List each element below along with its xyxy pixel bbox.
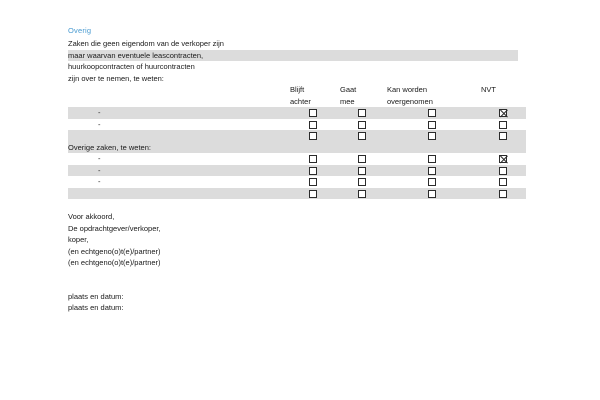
intro-line: zijn over te nemen, te weten: xyxy=(68,73,164,83)
table-row xyxy=(68,188,526,200)
signature-block xyxy=(68,211,518,314)
nvt-cell xyxy=(479,119,526,131)
nvt-cell xyxy=(479,153,526,165)
intro-line: maar waarvan eventuele leascontracten, xyxy=(68,50,518,62)
column-header-nvt: NVT xyxy=(481,85,496,95)
seller-partner-label: (en echtgeno(o)t(e)/partner) xyxy=(68,246,161,256)
kan-worden-overgenomen-cell xyxy=(385,130,479,142)
column-subheader-blijft: achter xyxy=(290,96,311,106)
gaat-mee-cell xyxy=(338,153,385,165)
checkbox-kan-worden-overgenomen[interactable] xyxy=(428,167,436,175)
blijft-achter-cell xyxy=(288,165,338,177)
nvt-cell xyxy=(479,165,526,177)
seller-place-date-label: plaats en datum: xyxy=(68,291,124,301)
table-row xyxy=(68,165,526,177)
checkbox-nvt[interactable] xyxy=(499,190,507,198)
signature-spacer xyxy=(68,269,518,291)
blijft-achter-cell xyxy=(288,130,338,142)
table-row xyxy=(68,119,526,131)
checkbox-blijft-achter[interactable] xyxy=(309,132,317,140)
checkbox-nvt[interactable] xyxy=(499,178,507,186)
blijft-achter-cell xyxy=(288,188,338,200)
gaat-mee-cell xyxy=(338,188,385,200)
kan-worden-overgenomen-cell xyxy=(385,188,479,200)
kan-worden-overgenomen-cell xyxy=(385,107,479,119)
gaat-mee-cell xyxy=(338,130,385,142)
checkbox-gaat-mee[interactable] xyxy=(358,190,366,198)
blijft-achter-cell xyxy=(288,176,338,188)
blijft-achter-cell xyxy=(288,153,338,165)
row-label xyxy=(68,130,288,142)
row-dash: - xyxy=(98,119,101,129)
intro-line: huurkoopcontracten of huurcontracten xyxy=(68,62,195,71)
column-subheader-kan: overgenomen xyxy=(387,96,433,106)
column-header-gaat: Gaat xyxy=(340,85,357,95)
checkbox-gaat-mee[interactable] xyxy=(358,167,366,175)
document-body xyxy=(68,26,518,314)
buyer-place-date-label: plaats en datum: xyxy=(68,303,124,312)
nvt-cell xyxy=(479,188,526,200)
checkbox-blijft-achter[interactable] xyxy=(309,109,317,117)
section-title: Overig xyxy=(68,26,92,35)
checkbox-blijft-achter[interactable] xyxy=(309,121,317,129)
table-row xyxy=(68,130,526,142)
buyer-signature-label: koper, xyxy=(68,235,89,244)
row-dash: - xyxy=(98,177,101,187)
checkbox-blijft-achter[interactable] xyxy=(309,155,317,163)
checkbox-gaat-mee[interactable] xyxy=(358,178,366,186)
checkbox-kan-worden-overgenomen[interactable] xyxy=(428,155,436,163)
overig-table xyxy=(68,84,526,199)
table-header-row-bottom xyxy=(68,96,526,108)
gaat-mee-cell xyxy=(338,119,385,131)
kan-worden-overgenomen-cell xyxy=(385,119,479,131)
column-subheader-nvt xyxy=(479,96,526,108)
subsection-header-row xyxy=(68,142,526,154)
blijft-achter-cell xyxy=(288,119,338,131)
checkbox-kan-worden-overgenomen[interactable] xyxy=(428,132,436,140)
row-label xyxy=(68,153,288,165)
checkbox-nvt[interactable] xyxy=(499,132,507,140)
gaat-mee-cell xyxy=(338,107,385,119)
checkbox-gaat-mee[interactable] xyxy=(358,155,366,163)
table-row xyxy=(68,153,526,165)
checkbox-kan-worden-overgenomen[interactable] xyxy=(428,121,436,129)
checkbox-nvt[interactable] xyxy=(499,155,507,163)
seller-signature-label: De opdrachtgever/verkoper, xyxy=(68,223,161,233)
checkbox-kan-worden-overgenomen[interactable] xyxy=(428,178,436,186)
checkbox-nvt[interactable] xyxy=(499,121,507,129)
kan-worden-overgenomen-cell xyxy=(385,176,479,188)
nvt-cell xyxy=(479,176,526,188)
checkbox-nvt[interactable] xyxy=(499,109,507,117)
buyer-partner-label: (en echtgeno(o)t(e)/partner) xyxy=(68,258,161,267)
blijft-achter-cell xyxy=(288,107,338,119)
checkbox-blijft-achter[interactable] xyxy=(309,178,317,186)
row-label xyxy=(68,107,288,119)
column-subheader-gaat: mee xyxy=(340,96,355,106)
nvt-cell xyxy=(479,107,526,119)
gaat-mee-cell xyxy=(338,176,385,188)
checkbox-kan-worden-overgenomen[interactable] xyxy=(428,190,436,198)
intro-line: Zaken die geen eigendom van de verkoper zijn xyxy=(68,39,224,48)
row-label xyxy=(68,165,288,177)
column-subheader-label xyxy=(68,96,288,108)
kan-worden-overgenomen-cell xyxy=(385,165,479,177)
checkbox-gaat-mee[interactable] xyxy=(358,121,366,129)
kan-worden-overgenomen-cell xyxy=(385,153,479,165)
table-row xyxy=(68,176,526,188)
row-dash: - xyxy=(98,108,101,118)
nvt-cell xyxy=(479,130,526,142)
row-label xyxy=(68,176,288,188)
subsection-title: Overige zaken, te weten: xyxy=(68,142,526,154)
checkbox-nvt[interactable] xyxy=(499,167,507,175)
checkbox-gaat-mee[interactable] xyxy=(358,132,366,140)
table-row xyxy=(68,107,526,119)
column-header-blijft: Blijft xyxy=(290,85,305,95)
table-header-row-top xyxy=(68,84,526,96)
row-dash: - xyxy=(98,154,101,164)
akkoord-line: Voor akkoord, xyxy=(68,212,115,221)
gaat-mee-cell xyxy=(338,165,385,177)
column-header-label xyxy=(68,84,288,96)
intro-paragraph xyxy=(68,38,518,84)
row-dash: - xyxy=(98,165,101,175)
row-label xyxy=(68,119,288,131)
checkbox-blijft-achter[interactable] xyxy=(309,190,317,198)
column-header-kan: Kan worden xyxy=(387,85,428,95)
checkbox-blijft-achter[interactable] xyxy=(309,167,317,175)
checkbox-gaat-mee[interactable] xyxy=(358,109,366,117)
row-label xyxy=(68,188,288,200)
checkbox-kan-worden-overgenomen[interactable] xyxy=(428,109,436,117)
